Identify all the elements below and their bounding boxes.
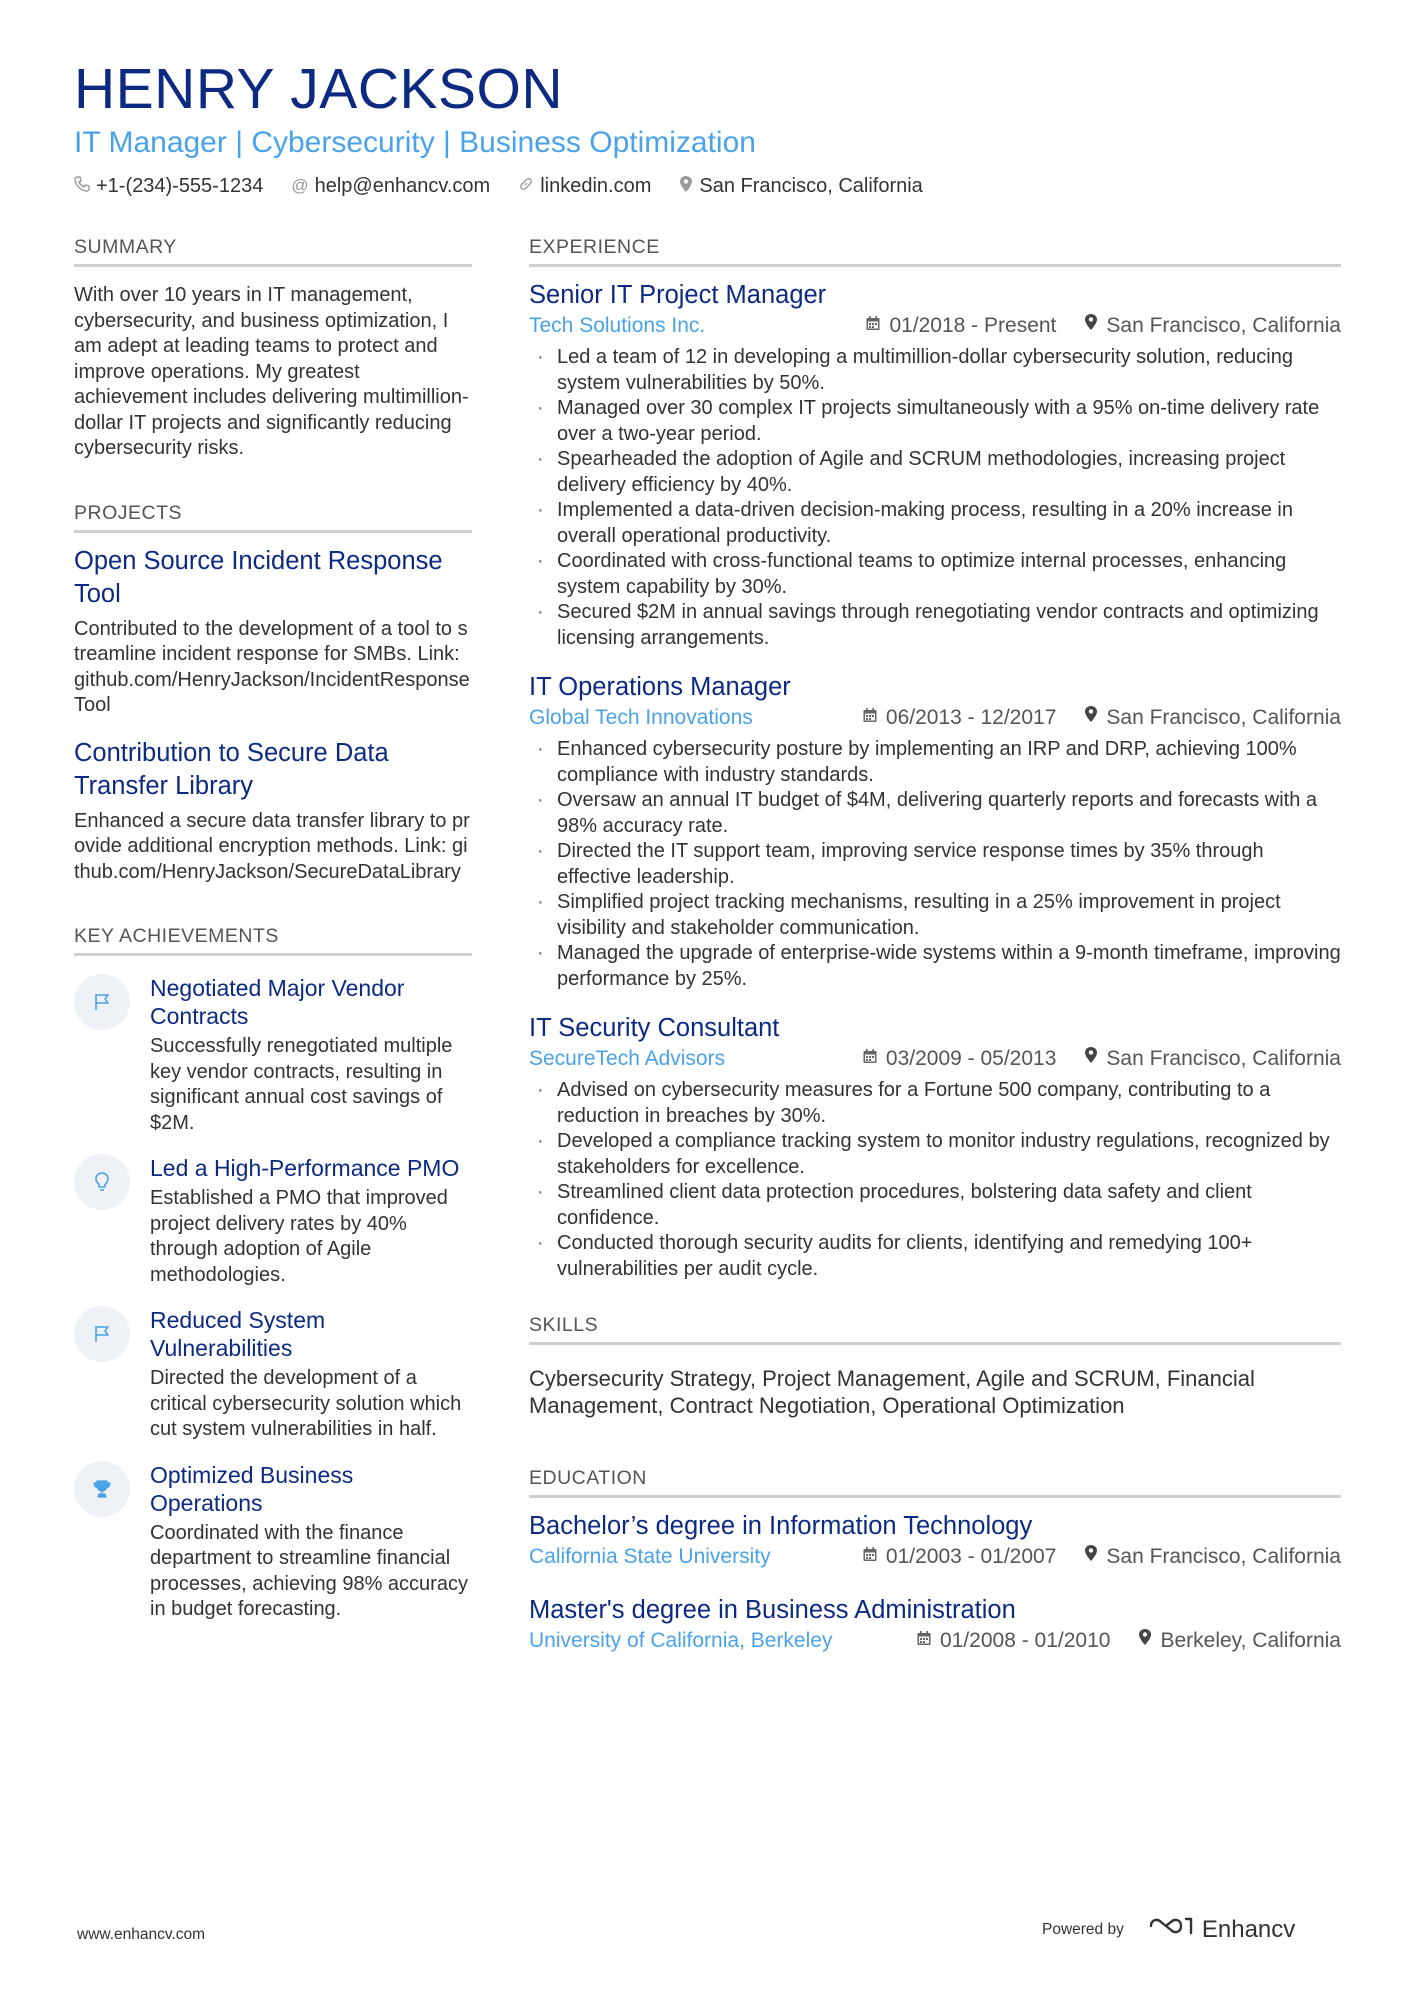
achievement-title: Negotiated Major Vendor Contracts bbox=[150, 975, 405, 1029]
job-dates bbox=[865, 311, 1056, 341]
achievement-description: Coordinated with the finance department to streamline financial processes, achieving 98% accuracy in budget forecasting. bbox=[150, 1521, 468, 1620]
calendar-icon bbox=[862, 1044, 878, 1074]
project-item bbox=[74, 545, 472, 719]
job-location-text: San Francisco, California bbox=[1106, 314, 1341, 337]
achievement-description: Directed the development of a critical cybersecurity solution which cut system vulnerabilities in half. bbox=[150, 1367, 462, 1440]
education-item bbox=[529, 1594, 1341, 1656]
job-title: IT Operations Manager bbox=[529, 673, 791, 701]
job-bullet: · Secured $2M in annual savings through renegotiating vendor contracts and optimizing licensing arrangements. bbox=[529, 600, 1341, 651]
achievement-title: Led a High-Performance PMO bbox=[150, 1155, 460, 1181]
job-bullets bbox=[529, 737, 1341, 992]
job-meta bbox=[529, 311, 1341, 341]
achievements-section bbox=[74, 925, 472, 1623]
contact-phone[interactable] bbox=[74, 175, 263, 198]
job-dates-text: 06/2013 - 12/2017 bbox=[885, 706, 1057, 729]
education-dates bbox=[916, 1626, 1110, 1656]
school-name: California State University bbox=[529, 1545, 771, 1568]
job-bullet: · Enhanced cybersecurity posture by implementing an IRP and DRP, achieving 100% compliance with industry standards. bbox=[529, 737, 1341, 788]
job-entry bbox=[529, 671, 1341, 992]
job-meta bbox=[529, 1044, 1341, 1074]
email-text: help@enhancv.com bbox=[314, 174, 491, 197]
job-location-text: San Francisco, California bbox=[1106, 706, 1341, 729]
job-meta bbox=[529, 703, 1341, 733]
achievement-title: Optimized Business Operations bbox=[150, 1461, 354, 1516]
calendar-icon bbox=[916, 1626, 932, 1656]
job-bullet: · Managed the upgrade of enterprise-wide systems within a 9-month timeframe, improving performance by 25%. bbox=[529, 941, 1341, 992]
project-title: Contribution to Secure Data Transfer Library bbox=[74, 738, 389, 800]
job-bullet: · Developed a compliance tracking system to monitor industry regulations, recognized by stakeholders for excellence. bbox=[529, 1129, 1341, 1180]
achievement-item bbox=[74, 1154, 472, 1288]
job-bullet: · Simplified project tracking mechanisms, resulting in a 25% improvement in project visibility and stakeholder communication. bbox=[529, 890, 1341, 941]
achievement-title: Reduced System Vulnerabilities bbox=[150, 1307, 326, 1361]
brand-logo[interactable] bbox=[1148, 1914, 1295, 1945]
contact-linkedin[interactable] bbox=[518, 175, 651, 198]
footer-branding bbox=[1042, 1914, 1295, 1945]
job-location bbox=[1084, 1044, 1341, 1074]
achievements-heading: KEY ACHIEVEMENTS bbox=[74, 925, 472, 956]
calendar-icon bbox=[862, 1542, 878, 1572]
education-dates bbox=[862, 1542, 1056, 1572]
enhancv-logo-icon bbox=[1148, 1914, 1194, 1945]
location-pin-icon bbox=[1084, 1542, 1098, 1572]
location-pin-icon bbox=[1084, 703, 1098, 733]
skills-text: Cybersecurity Strategy, Project Management, Agile and SCRUM, Financial Management, Contract Negotiation, Operational Optimization bbox=[529, 1366, 1255, 1418]
skills-section bbox=[529, 1314, 1341, 1419]
footer-website[interactable]: www.enhancv.com bbox=[77, 1926, 206, 1943]
job-title: Senior IT Project Manager bbox=[529, 281, 827, 309]
education-item bbox=[529, 1510, 1341, 1572]
linkedin-text: linkedin.com bbox=[540, 174, 652, 197]
flag-icon bbox=[74, 1306, 130, 1362]
job-dates-text: 01/2018 - Present bbox=[889, 314, 1057, 337]
job-dates-text: 03/2009 - 05/2013 bbox=[885, 1047, 1057, 1070]
education-dates-text: 01/2008 - 01/2010 bbox=[939, 1629, 1111, 1652]
left-column bbox=[74, 236, 472, 1641]
achievement-description: Established a PMO that improved project delivery rates by 40% through adoption of Agile methodologies. bbox=[150, 1187, 448, 1286]
achievement-item bbox=[74, 974, 472, 1136]
job-bullet: · Advised on cybersecurity measures for a Fortune 500 company, contributing to a reduction in breaches by 30%. bbox=[529, 1078, 1341, 1129]
phone-icon bbox=[74, 176, 90, 197]
experience-section bbox=[529, 236, 1341, 1282]
education-location bbox=[1084, 1542, 1341, 1572]
company-name: Tech Solutions Inc. bbox=[529, 314, 706, 337]
job-entry bbox=[529, 1012, 1341, 1282]
powered-by-label: Powered by bbox=[1042, 1920, 1124, 1938]
project-item bbox=[74, 737, 472, 886]
job-bullets bbox=[529, 1078, 1341, 1282]
education-location-text: San Francisco, California bbox=[1106, 1545, 1341, 1568]
company-name: Global Tech Innovations bbox=[529, 706, 753, 729]
job-bullet: · Directed the IT support team, improving service response times by 35% through effective leadership. bbox=[529, 839, 1341, 890]
school-name: University of California, Berkeley bbox=[529, 1629, 833, 1652]
contact-location bbox=[679, 175, 922, 198]
location-pin-icon bbox=[1138, 1626, 1152, 1656]
education-location bbox=[1138, 1626, 1341, 1656]
education-section bbox=[529, 1467, 1341, 1656]
job-bullet: · Spearheaded the adoption of Agile and SCRUM methodologies, increasing project delivery efficiency by 40%. bbox=[529, 447, 1341, 498]
degree-title: Bachelor’s degree in Information Technology bbox=[529, 1512, 1033, 1540]
job-bullet: · Oversaw an annual IT budget of $4M, delivering quarterly reports and forecasts with a 98% accuracy rate. bbox=[529, 788, 1341, 839]
job-dates bbox=[862, 703, 1056, 733]
projects-section bbox=[74, 502, 472, 886]
project-description: Contributed to the development of a tool to streamline incident response for SMBs. Link: github.com/HenryJackson/IncidentResponseTool bbox=[74, 617, 470, 716]
location-pin-icon bbox=[1084, 311, 1098, 341]
job-location bbox=[1084, 703, 1341, 733]
skills-heading: SKILLS bbox=[529, 1314, 1341, 1345]
degree-title: Master's degree in Business Administration bbox=[529, 1596, 1016, 1624]
job-bullet: · Implemented a data-driven decision-making process, resulting in a 20% increase in overall operational productivity. bbox=[529, 498, 1341, 549]
contact-email[interactable] bbox=[291, 175, 490, 198]
job-bullet: · Conducted thorough security audits for clients, identifying and remedying 100+ vulnerabilities per audit cycle. bbox=[529, 1231, 1341, 1282]
job-bullet: · Coordinated with cross-functional teams to optimize internal processes, enhancing system capability by 30%. bbox=[529, 549, 1341, 600]
achievement-description: Successfully renegotiated multiple key vendor contracts, resulting in significant annual cost savings of $2M. bbox=[150, 1035, 453, 1134]
education-dates-text: 01/2003 - 01/2007 bbox=[885, 1545, 1057, 1568]
education-meta bbox=[529, 1542, 1341, 1572]
calendar-icon bbox=[862, 703, 878, 733]
phone-text: +1-(234)-555-1234 bbox=[96, 174, 264, 197]
projects-heading: PROJECTS bbox=[74, 502, 472, 533]
summary-text: With over 10 years in IT management, cybersecurity, and business optimization, I am adept at leading teams to protect and improve operations. My greatest achievement includes delivering multimillion-dollar IT projects and significantly reducing cybersecurity risks. bbox=[74, 284, 469, 459]
education-meta bbox=[529, 1626, 1341, 1656]
contact-bar bbox=[74, 175, 1336, 198]
candidate-name: HENRY JACKSON bbox=[74, 57, 564, 121]
project-description: Enhanced a secure data transfer library to provide additional encryption methods. Link: github.com/HenryJackson/SecureDataLibrary bbox=[74, 809, 470, 883]
flag-icon bbox=[74, 974, 130, 1030]
job-bullets bbox=[529, 345, 1341, 651]
summary-section bbox=[74, 236, 472, 462]
job-bullet: · Managed over 30 complex IT projects simultaneously with a 95% on-time delivery rate over a two-year period. bbox=[529, 396, 1341, 447]
candidate-tagline: IT Manager | Cybersecurity | Business Optimization bbox=[74, 125, 756, 159]
trophy-icon bbox=[74, 1461, 130, 1517]
job-title: IT Security Consultant bbox=[529, 1014, 780, 1042]
summary-heading: SUMMARY bbox=[74, 236, 472, 267]
job-location bbox=[1084, 311, 1341, 341]
experience-heading: EXPERIENCE bbox=[529, 236, 1341, 267]
achievement-item bbox=[74, 1306, 472, 1443]
right-column bbox=[529, 236, 1341, 1656]
job-dates bbox=[862, 1044, 1056, 1074]
calendar-icon bbox=[865, 311, 881, 341]
location-pin-icon bbox=[1084, 1044, 1098, 1074]
resume-header bbox=[74, 58, 1336, 198]
project-title: Open Source Incident Response Tool bbox=[74, 546, 443, 608]
location-pin-icon bbox=[679, 175, 693, 198]
lightbulb-icon bbox=[74, 1154, 130, 1210]
location-text: San Francisco, California bbox=[699, 174, 923, 197]
achievement-item bbox=[74, 1461, 472, 1623]
link-icon bbox=[518, 176, 534, 197]
education-heading: EDUCATION bbox=[529, 1467, 1341, 1498]
at-icon: @ bbox=[291, 176, 309, 196]
education-location-text: Berkeley, California bbox=[1160, 1629, 1341, 1652]
brand-name: Enhancv bbox=[1201, 1915, 1296, 1943]
company-name: SecureTech Advisors bbox=[529, 1047, 726, 1070]
job-bullet: · Streamlined client data protection procedures, bolstering data safety and client confidence. bbox=[529, 1180, 1341, 1231]
job-entry bbox=[529, 279, 1341, 651]
job-bullet: · Led a team of 12 in developing a multimillion-dollar cybersecurity solution, reducing system vulnerabilities by 50%. bbox=[529, 345, 1341, 396]
job-location-text: San Francisco, California bbox=[1106, 1047, 1341, 1070]
